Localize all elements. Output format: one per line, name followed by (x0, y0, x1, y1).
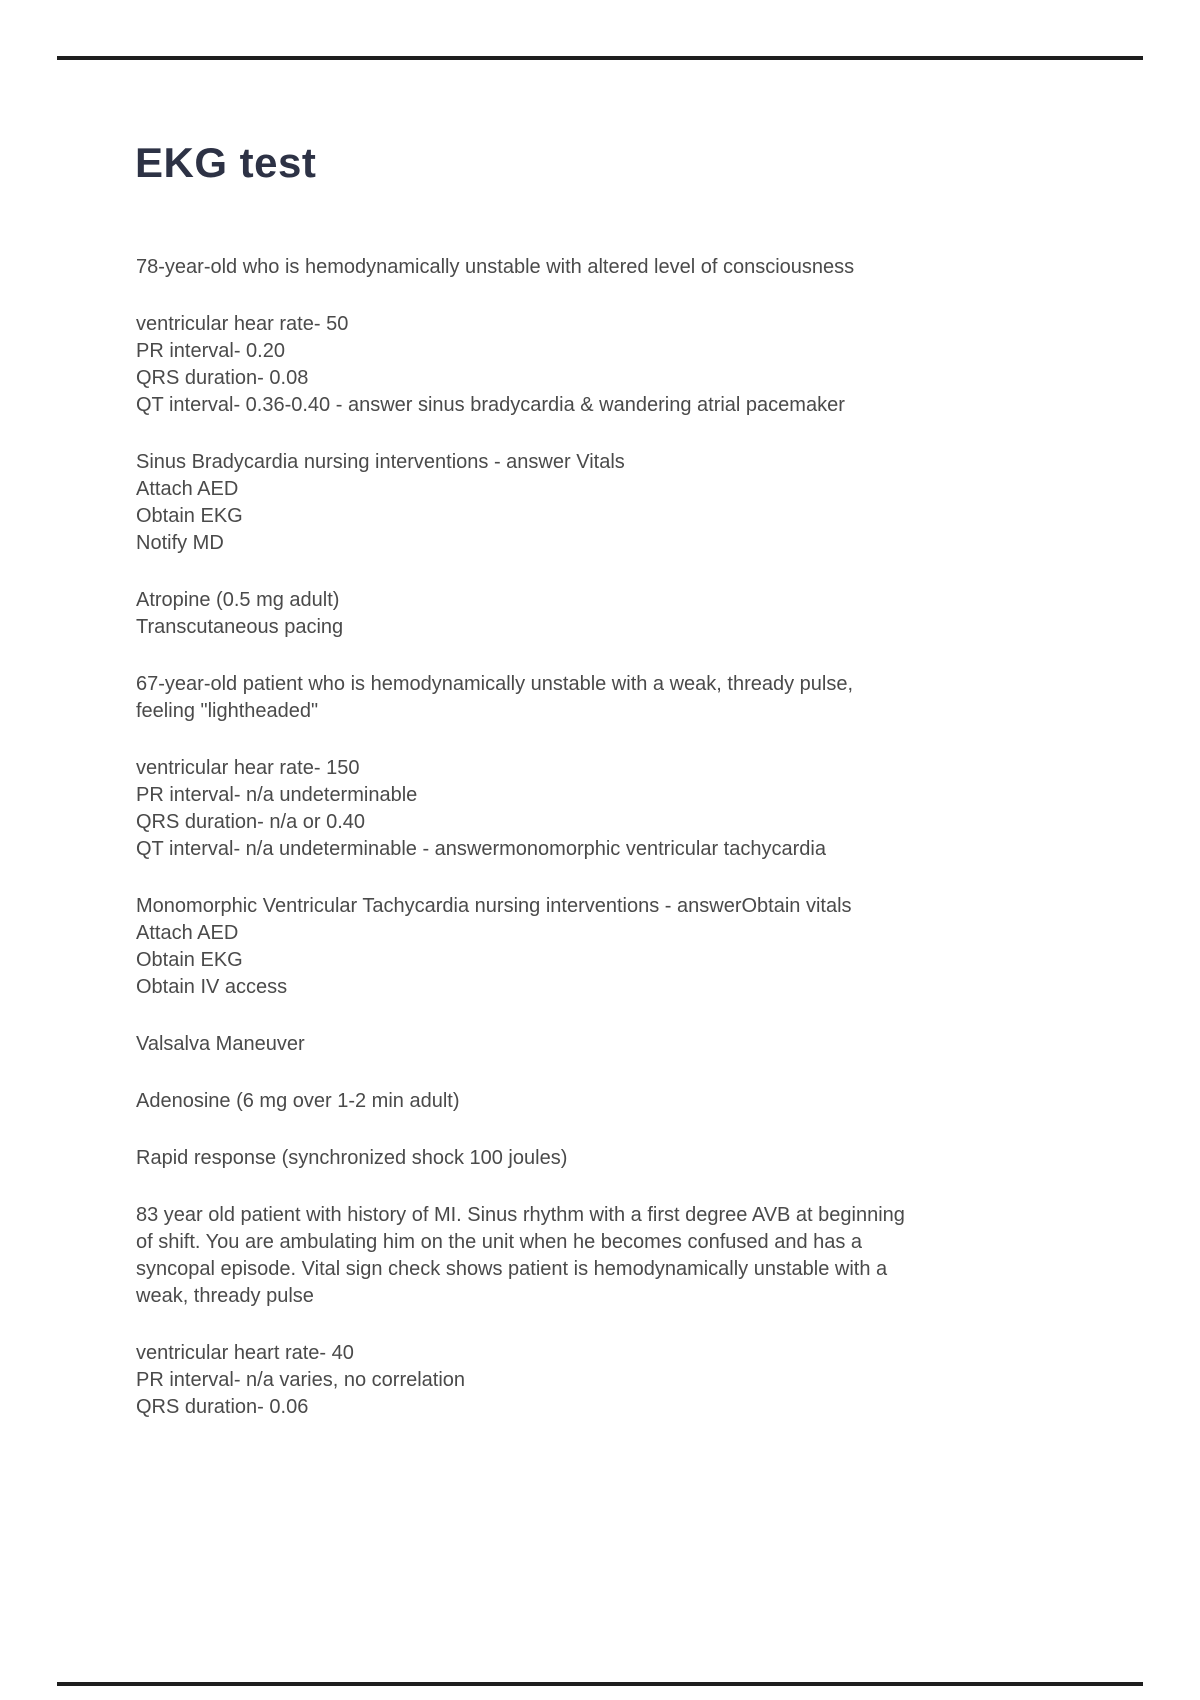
text-line: PR interval- 0.20 (136, 340, 285, 362)
paragraph (136, 311, 1076, 419)
text-line: Rapid response (synchronized shock 100 joules) (136, 1147, 568, 1169)
text-line: ventricular heart rate- 40 (136, 1342, 354, 1364)
text-line: Attach AED (136, 478, 239, 500)
text-line: Valsalva Maneuver (136, 1033, 305, 1055)
text-line: of shift. You are ambulating him on the unit when he becomes confused and has a (136, 1231, 863, 1253)
text-line: 83 year old patient with history of MI. Sinus rhythm with a first degree AVB at beginning (136, 1204, 905, 1226)
paragraph (136, 1202, 1076, 1310)
text-line: ventricular hear rate- 150 (136, 757, 360, 779)
header-rule (57, 56, 1143, 60)
paragraph (136, 1088, 1076, 1115)
paragraph (136, 671, 1076, 725)
text-line: Obtain EKG (136, 949, 243, 971)
text-line: QT interval- n/a undeterminable - answermonomorphic ventricular tachycardia (136, 838, 826, 860)
text-line: QT interval- 0.36-0.40 - answer sinus bradycardia & wandering atrial pacemaker (136, 394, 845, 416)
text-line: weak, thready pulse (136, 1285, 314, 1307)
text-line: QRS duration- 0.08 (136, 367, 309, 389)
text-line: syncopal episode. Vital sign check shows patient is hemodynamically unstable with a (136, 1258, 888, 1280)
text-line: Adenosine (6 mg over 1-2 min adult) (136, 1090, 460, 1112)
text-line: QRS duration- 0.06 (136, 1396, 309, 1418)
text-line: Attach AED (136, 922, 239, 944)
text-line: 67-year-old patient who is hemodynamically unstable with a weak, thready pulse, (136, 673, 854, 695)
text-line: Transcutaneous pacing (136, 616, 344, 638)
text-line: Monomorphic Ventricular Tachycardia nursing interventions - answerObtain vitals (136, 895, 852, 917)
text-line: 78-year-old who is hemodynamically unstable with altered level of consciousness (136, 256, 855, 278)
document-title: EKG test (135, 139, 317, 186)
paragraph (136, 587, 1076, 641)
paragraph (136, 755, 1076, 863)
paragraph (136, 1340, 1076, 1421)
text-line: Atropine (0.5 mg adult) (136, 589, 340, 611)
paragraph (136, 1031, 1076, 1058)
paragraph (136, 1145, 1076, 1172)
text-line: PR interval- n/a varies, no correlation (136, 1369, 466, 1391)
text-line: ventricular hear rate- 50 (136, 313, 349, 335)
footer-rule (57, 1682, 1143, 1686)
paragraph (136, 893, 1076, 1001)
document-body (136, 254, 1076, 1451)
paragraph (136, 254, 1076, 281)
text-line: Obtain IV access (136, 976, 288, 998)
text-line: Sinus Bradycardia nursing interventions - answer Vitals (136, 451, 625, 473)
paragraph (136, 449, 1076, 557)
text-line: PR interval- n/a undeterminable (136, 784, 418, 806)
text-line: feeling "lightheaded" (136, 700, 319, 722)
text-line: Notify MD (136, 532, 224, 554)
text-line: QRS duration- n/a or 0.40 (136, 811, 366, 833)
text-line: Obtain EKG (136, 505, 243, 527)
